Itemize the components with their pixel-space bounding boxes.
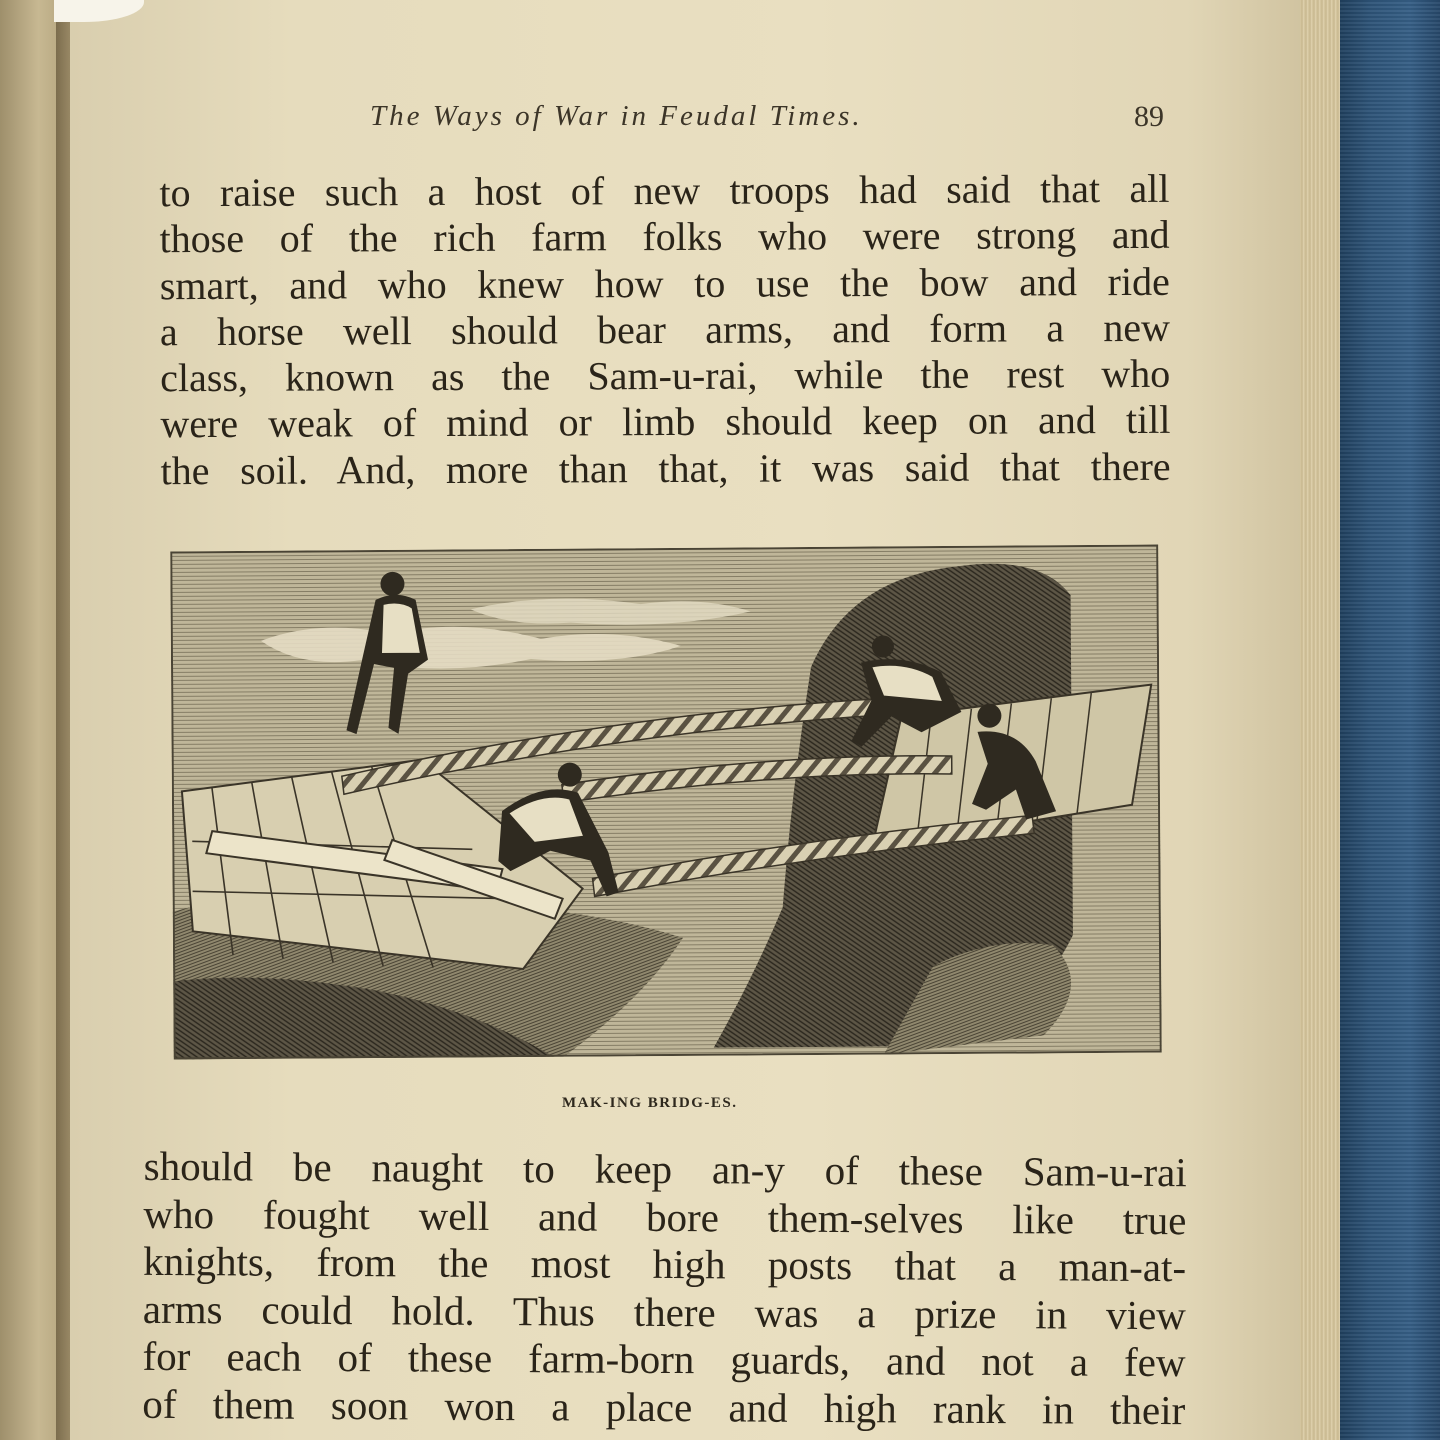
text-line: those of the rich farm folks who were strong and <box>159 212 1170 262</box>
bridge-engraving-illustration <box>170 545 1162 1060</box>
text-line: the soil. And, more than that, it was said that there <box>160 443 1171 493</box>
text-line: of them soon won a place and high rank in their <box>142 1380 1186 1433</box>
text-line: should be naught to keep an-y of these Sam-u-rai <box>143 1142 1187 1196</box>
text-line: were weak of mind or limb should keep on and till <box>160 397 1171 447</box>
text-line: to raise such a host of new troops had said that all <box>159 165 1170 216</box>
text-line: who fought well and bore them-selves like true <box>143 1190 1187 1243</box>
paragraph-top <box>159 166 1170 494</box>
book-cover <box>1340 0 1440 1440</box>
text-line: a horse well should bear arms, and form a new <box>159 304 1171 355</box>
page-number: 89 <box>1134 100 1164 133</box>
text-line: knights, from the most high posts that a man-at- <box>143 1237 1187 1291</box>
running-title: The Ways of War in Feudal Times. <box>370 100 863 132</box>
text-line: for each of these farm-born guards, and not a few <box>142 1332 1186 1386</box>
text-line: class, known as the Sam-u-rai, while the rest who <box>160 350 1171 401</box>
text-line: arms could hold. Thus there was a prize in view <box>142 1285 1186 1338</box>
text-line: smart, and who knew how to use the bow and ride <box>159 258 1170 308</box>
illustration-caption: MAK-ING BRIDG-ES. <box>562 1095 738 1111</box>
paragraph-bottom <box>142 1143 1187 1434</box>
